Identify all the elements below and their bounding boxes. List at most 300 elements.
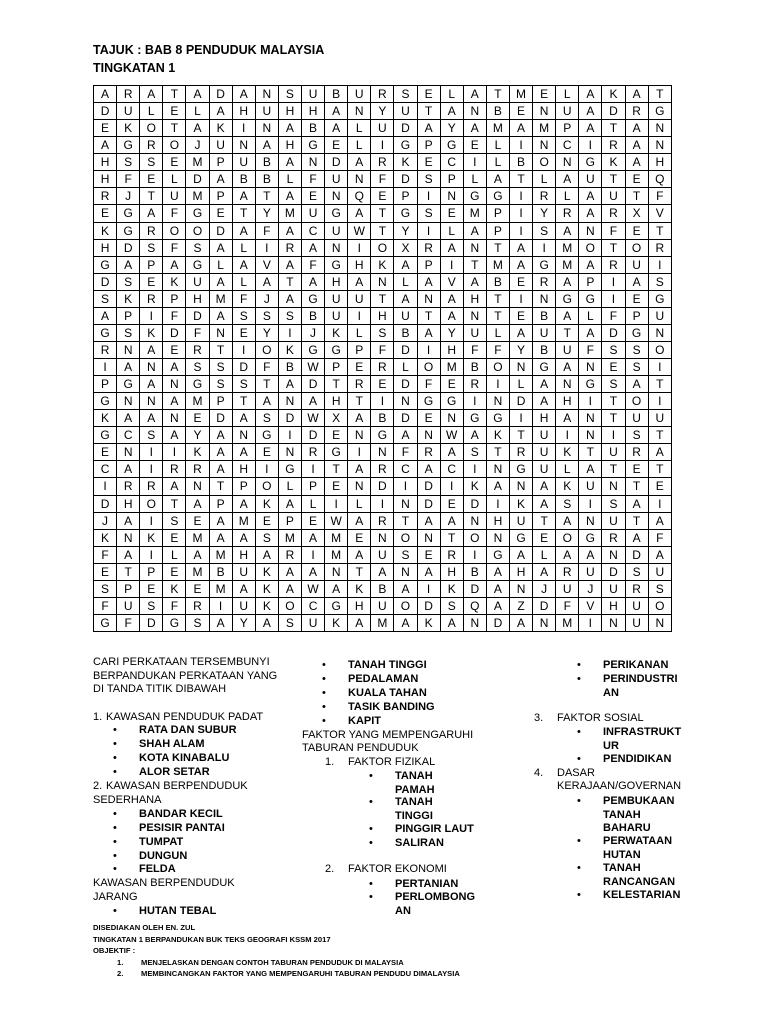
grid-cell: T — [486, 290, 509, 307]
grid-cell: W — [325, 512, 348, 529]
grid-cell: S — [117, 273, 140, 290]
list-item: • SHAH ALAM — [139, 738, 205, 752]
grid-cell: E — [255, 444, 278, 461]
grid-cell: U — [325, 171, 348, 188]
grid-cell: H — [278, 137, 301, 154]
grid-cell: S — [163, 512, 186, 529]
grid-cell: N — [255, 86, 278, 103]
grid-cell: T — [255, 188, 278, 205]
grid-cell: R — [440, 546, 463, 563]
grid-cell: A — [579, 120, 602, 137]
grid-row — [94, 341, 672, 358]
grid-cell: F — [255, 222, 278, 239]
grid-cell: K — [486, 427, 509, 444]
grid-cell: E — [533, 529, 556, 546]
grid-cell: A — [278, 154, 301, 171]
list-item: • PERIKANAN — [603, 659, 668, 673]
grid-cell: U — [325, 290, 348, 307]
grid-cell: G — [417, 393, 440, 410]
list-item: • PINGGIR LAUT — [395, 823, 474, 837]
grid-cell: M — [278, 205, 301, 222]
grid-cell: A — [186, 86, 209, 103]
grid-cell: A — [509, 120, 532, 137]
grid-row — [94, 290, 672, 307]
grid-cell: A — [625, 86, 648, 103]
grid-cell: P — [579, 273, 602, 290]
grid-cell: E — [163, 154, 186, 171]
list-item: • TASIK BANDING — [348, 701, 435, 715]
grid-cell: L — [556, 86, 579, 103]
grid-cell: T — [486, 307, 509, 324]
grid-cell: O — [625, 393, 648, 410]
grid-cell: W — [301, 580, 324, 597]
grid-cell: T — [556, 324, 579, 341]
grid-cell: B — [209, 563, 232, 580]
grid-cell: N — [348, 478, 371, 495]
grid-cell: N — [440, 410, 463, 427]
grid-cell: P — [486, 205, 509, 222]
grid-cell: M — [463, 205, 486, 222]
grid-cell: N — [509, 359, 532, 376]
grid-cell: G — [509, 529, 532, 546]
grid-cell: A — [371, 563, 394, 580]
grid-cell: N — [232, 427, 255, 444]
grid-cell: K — [440, 580, 463, 597]
grid-cell: R — [371, 359, 394, 376]
grid-cell: A — [417, 324, 440, 341]
grid-cell: T — [417, 307, 440, 324]
page-subtitle: TINGKATAN 1 — [93, 61, 176, 75]
grid-cell: E — [602, 359, 625, 376]
grid-cell: L — [140, 103, 163, 120]
grid-cell: U — [602, 444, 625, 461]
grid-cell: P — [417, 256, 440, 273]
grid-cell: A — [625, 120, 648, 137]
grid-cell: T — [140, 188, 163, 205]
grid-cell: J — [117, 188, 140, 205]
grid-row — [94, 512, 672, 529]
grid-cell: G — [94, 427, 117, 444]
grid-cell: L — [232, 239, 255, 256]
grid-cell: I — [602, 427, 625, 444]
grid-cell: A — [556, 359, 579, 376]
grid-row — [94, 393, 672, 410]
grid-cell: N — [394, 563, 417, 580]
grid-cell: N — [533, 614, 556, 631]
grid-cell: U — [117, 103, 140, 120]
grid-cell: F — [163, 307, 186, 324]
grid-cell: S — [602, 495, 625, 512]
grid-cell: A — [301, 239, 324, 256]
grid-cell: G — [255, 427, 278, 444]
grid-cell: S — [371, 324, 394, 341]
grid-cell: D — [140, 614, 163, 631]
grid-cell: R — [117, 86, 140, 103]
grid-cell: R — [186, 341, 209, 358]
grid-cell: S — [394, 86, 417, 103]
grid-cell: R — [417, 239, 440, 256]
grid-cell: H — [556, 393, 579, 410]
grid-cell: B — [255, 171, 278, 188]
grid-cell: O — [371, 239, 394, 256]
grid-cell: R — [602, 529, 625, 546]
grid-cell: M — [209, 290, 232, 307]
grid-cell: T — [486, 86, 509, 103]
grid-cell: F — [579, 341, 602, 358]
grid-cell: N — [579, 512, 602, 529]
grid-cell: P — [140, 563, 163, 580]
grid-cell: S — [94, 290, 117, 307]
grid-cell: D — [371, 478, 394, 495]
grid-cell: A — [278, 580, 301, 597]
grid-cell: N — [417, 290, 440, 307]
grid-cell: A — [94, 137, 117, 154]
grid-cell: A — [163, 478, 186, 495]
grid-cell: O — [417, 359, 440, 376]
grid-cell: U — [163, 188, 186, 205]
grid-cell: U — [209, 137, 232, 154]
grid-cell: U — [533, 461, 556, 478]
grid-cell: S — [186, 614, 209, 631]
list-item: • PEMBUKAAN TANAH BAHARU — [603, 795, 675, 836]
grid-cell: K — [117, 290, 140, 307]
grid-cell: U — [394, 103, 417, 120]
grid-row — [94, 410, 672, 427]
grid-cell: P — [301, 478, 324, 495]
grid-cell: G — [556, 290, 579, 307]
grid-cell: G — [533, 256, 556, 273]
grid-cell: U — [325, 307, 348, 324]
grid-cell: T — [648, 376, 671, 393]
grid-cell: S — [140, 239, 163, 256]
grid-cell: E — [163, 341, 186, 358]
grid-cell: A — [509, 614, 532, 631]
grid-cell: G — [325, 444, 348, 461]
grid-cell: I — [556, 427, 579, 444]
grid-cell: E — [94, 444, 117, 461]
section-number: 1. — [93, 711, 103, 723]
grid-cell: V — [579, 597, 602, 614]
grid-cell: L — [509, 376, 532, 393]
grid-cell: I — [486, 495, 509, 512]
grid-cell: T — [648, 427, 671, 444]
grid-cell: A — [556, 410, 579, 427]
grid-cell: S — [186, 359, 209, 376]
grid-cell: I — [509, 205, 532, 222]
grid-cell: E — [371, 188, 394, 205]
grid-cell: U — [602, 580, 625, 597]
grid-cell: N — [463, 512, 486, 529]
section-title-sparse: KAWASAN BERPENDUDUK — [93, 877, 235, 889]
grid-cell: U — [255, 103, 278, 120]
grid-cell: I — [509, 222, 532, 239]
grid-row — [94, 205, 672, 222]
grid-cell: L — [348, 120, 371, 137]
grid-cell: A — [509, 546, 532, 563]
grid-row — [94, 461, 672, 478]
word-search-grid — [93, 85, 672, 632]
grid-cell: O — [533, 154, 556, 171]
grid-cell: S — [533, 222, 556, 239]
grid-cell: F — [486, 341, 509, 358]
grid-cell: H — [232, 546, 255, 563]
grid-cell: T — [648, 461, 671, 478]
grid-cell: A — [486, 478, 509, 495]
grid-cell: K — [163, 273, 186, 290]
grid-cell: N — [348, 171, 371, 188]
grid-cell: A — [301, 393, 324, 410]
grid-cell: O — [186, 222, 209, 239]
grid-cell: D — [394, 341, 417, 358]
grid-cell: M — [325, 546, 348, 563]
grid-cell: S — [440, 597, 463, 614]
grid-cell: A — [186, 495, 209, 512]
grid-cell: A — [140, 341, 163, 358]
grid-cell: A — [533, 495, 556, 512]
grid-cell: I — [371, 495, 394, 512]
grid-cell: M — [186, 188, 209, 205]
grid-cell: I — [463, 546, 486, 563]
grid-cell: R — [463, 376, 486, 393]
grid-cell: U — [533, 444, 556, 461]
grid-cell: A — [209, 461, 232, 478]
grid-cell: H — [232, 103, 255, 120]
grid-cell: H — [325, 393, 348, 410]
grid-cell: B — [232, 171, 255, 188]
grid-cell: A — [348, 273, 371, 290]
grid-cell: S — [117, 324, 140, 341]
grid-cell: R — [140, 478, 163, 495]
grid-cell: D — [209, 222, 232, 239]
grid-cell: U — [602, 188, 625, 205]
grid-cell: A — [209, 103, 232, 120]
grid-cell: O — [255, 341, 278, 358]
grid-cell: G — [94, 324, 117, 341]
grid-cell: G — [486, 410, 509, 427]
grid-cell: A — [625, 154, 648, 171]
grid-cell: E — [440, 376, 463, 393]
grid-cell: A — [579, 205, 602, 222]
grid-cell: A — [579, 461, 602, 478]
grid-cell: D — [94, 103, 117, 120]
grid-cell: A — [579, 103, 602, 120]
grid-cell: I — [371, 137, 394, 154]
grid-cell: G — [579, 529, 602, 546]
grid-cell: G — [186, 256, 209, 273]
list-item: • KAPIT — [348, 715, 381, 729]
grid-cell: R — [556, 205, 579, 222]
grid-cell: P — [117, 307, 140, 324]
grid-cell: A — [117, 359, 140, 376]
grid-cell: I — [140, 512, 163, 529]
grid-cell: K — [394, 154, 417, 171]
grid-cell: H — [301, 103, 324, 120]
grid-cell: P — [209, 393, 232, 410]
grid-cell: A — [232, 256, 255, 273]
grid-cell: M — [209, 580, 232, 597]
grid-row — [94, 188, 672, 205]
grid-cell: F — [94, 546, 117, 563]
grid-cell: A — [440, 239, 463, 256]
grid-cell: D — [394, 376, 417, 393]
grid-cell: U — [348, 290, 371, 307]
grid-cell: R — [140, 222, 163, 239]
grid-cell: H — [463, 290, 486, 307]
grid-cell: E — [625, 222, 648, 239]
grid-cell: I — [579, 614, 602, 631]
grid-cell: D — [486, 614, 509, 631]
grid-cell: N — [255, 120, 278, 137]
grid-cell: I — [348, 239, 371, 256]
grid-cell: V — [255, 256, 278, 273]
grid-cell: G — [440, 137, 463, 154]
grid-cell: I — [140, 307, 163, 324]
grid-cell: N — [602, 546, 625, 563]
grid-cell: E — [509, 307, 532, 324]
grid-cell: T — [348, 393, 371, 410]
grid-cell: I — [209, 597, 232, 614]
grid-cell: H — [533, 410, 556, 427]
grid-cell: N — [463, 307, 486, 324]
grid-cell: A — [186, 120, 209, 137]
grid-cell: A — [325, 103, 348, 120]
grid-cell: F — [556, 597, 579, 614]
list-item: • TANAH RANCANGAN — [603, 862, 675, 889]
grid-cell: T — [371, 205, 394, 222]
grid-cell: H — [186, 290, 209, 307]
grid-cell: L — [278, 478, 301, 495]
grid-cell: N — [140, 359, 163, 376]
grid-cell: N — [117, 393, 140, 410]
grid-cell: S — [394, 546, 417, 563]
grid-cell: T — [209, 341, 232, 358]
grid-cell: G — [301, 290, 324, 307]
grid-cell: I — [579, 495, 602, 512]
grid-cell: E — [625, 290, 648, 307]
grid-cell: F — [602, 222, 625, 239]
grid-cell: A — [486, 171, 509, 188]
grid-cell: R — [625, 444, 648, 461]
grid-cell: I — [417, 188, 440, 205]
grid-cell: H — [648, 154, 671, 171]
footer-reference: TINGKATAN 1 BERPANDUKAN BUK TEKS GEOGRAFI KSSM 2017 — [93, 935, 331, 944]
grid-cell: L — [163, 546, 186, 563]
grid-cell: D — [417, 478, 440, 495]
grid-cell: A — [140, 205, 163, 222]
grid-cell: D — [394, 410, 417, 427]
grid-cell: U — [232, 154, 255, 171]
grid-cell: A — [486, 563, 509, 580]
grid-cell: I — [417, 341, 440, 358]
grid-cell: O — [625, 239, 648, 256]
grid-row — [94, 239, 672, 256]
grid-cell: A — [209, 512, 232, 529]
factor-title-social: FAKTOR SOSIAL — [557, 712, 644, 724]
grid-cell: N — [602, 478, 625, 495]
grid-cell: S — [417, 171, 440, 188]
grid-cell: A — [186, 546, 209, 563]
grid-cell: N — [163, 376, 186, 393]
grid-cell: N — [579, 222, 602, 239]
grid-cell: V — [648, 205, 671, 222]
grid-cell: Y — [255, 324, 278, 341]
grid-cell: O — [579, 239, 602, 256]
grid-cell: H — [348, 597, 371, 614]
grid-cell: E — [625, 171, 648, 188]
grid-cell: N — [556, 154, 579, 171]
grid-cell: A — [463, 86, 486, 103]
grid-cell: K — [255, 597, 278, 614]
grid-cell: P — [556, 120, 579, 137]
list-item: • ALOR SETAR — [139, 766, 210, 780]
grid-cell: S — [255, 529, 278, 546]
grid-cell: S — [463, 444, 486, 461]
grid-cell: T — [602, 410, 625, 427]
grid-cell: W — [440, 427, 463, 444]
grid-cell: N — [371, 529, 394, 546]
grid-cell: B — [278, 359, 301, 376]
grid-cell: L — [486, 137, 509, 154]
grid-cell: S — [232, 376, 255, 393]
grid-cell: I — [602, 273, 625, 290]
grid-cell: A — [117, 410, 140, 427]
grid-cell: Y — [509, 341, 532, 358]
grid-cell: H — [278, 103, 301, 120]
grid-row — [94, 444, 672, 461]
grid-cell: F — [371, 171, 394, 188]
grid-cell: G — [325, 341, 348, 358]
grid-cell: R — [117, 478, 140, 495]
grid-cell: R — [602, 205, 625, 222]
grid-cell: T — [232, 393, 255, 410]
grid-cell: A — [278, 188, 301, 205]
grid-cell: I — [348, 444, 371, 461]
grid-cell: C — [394, 461, 417, 478]
grid-cell: I — [94, 478, 117, 495]
grid-cell: S — [278, 614, 301, 631]
grid-cell: A — [394, 290, 417, 307]
grid-row — [94, 307, 672, 324]
grid-cell: G — [94, 256, 117, 273]
grid-cell: T — [209, 478, 232, 495]
grid-cell: F — [417, 376, 440, 393]
grid-cell: A — [440, 444, 463, 461]
list-item: • RATA DAN SUBUR — [139, 724, 237, 738]
grid-cell: H — [509, 563, 532, 580]
grid-cell: O — [163, 137, 186, 154]
instruction-line: DI TANDA TITIK DIBAWAH — [93, 683, 227, 696]
list-item: • KOTA KINABALU — [139, 752, 229, 766]
grid-cell: M — [371, 614, 394, 631]
grid-row — [94, 359, 672, 376]
grid-row — [94, 120, 672, 137]
grid-cell: N — [394, 495, 417, 512]
grid-cell: T — [163, 86, 186, 103]
grid-cell: I — [255, 461, 278, 478]
grid-cell: J — [579, 580, 602, 597]
grid-cell: A — [209, 444, 232, 461]
grid-cell: N — [509, 580, 532, 597]
grid-cell: A — [394, 580, 417, 597]
grid-cell: N — [371, 273, 394, 290]
grid-cell: N — [371, 444, 394, 461]
grid-cell: A — [417, 512, 440, 529]
grid-cell: E — [440, 205, 463, 222]
grid-cell: A — [394, 256, 417, 273]
grid-cell: N — [348, 427, 371, 444]
grid-cell: U — [371, 120, 394, 137]
grid-cell: N — [163, 410, 186, 427]
